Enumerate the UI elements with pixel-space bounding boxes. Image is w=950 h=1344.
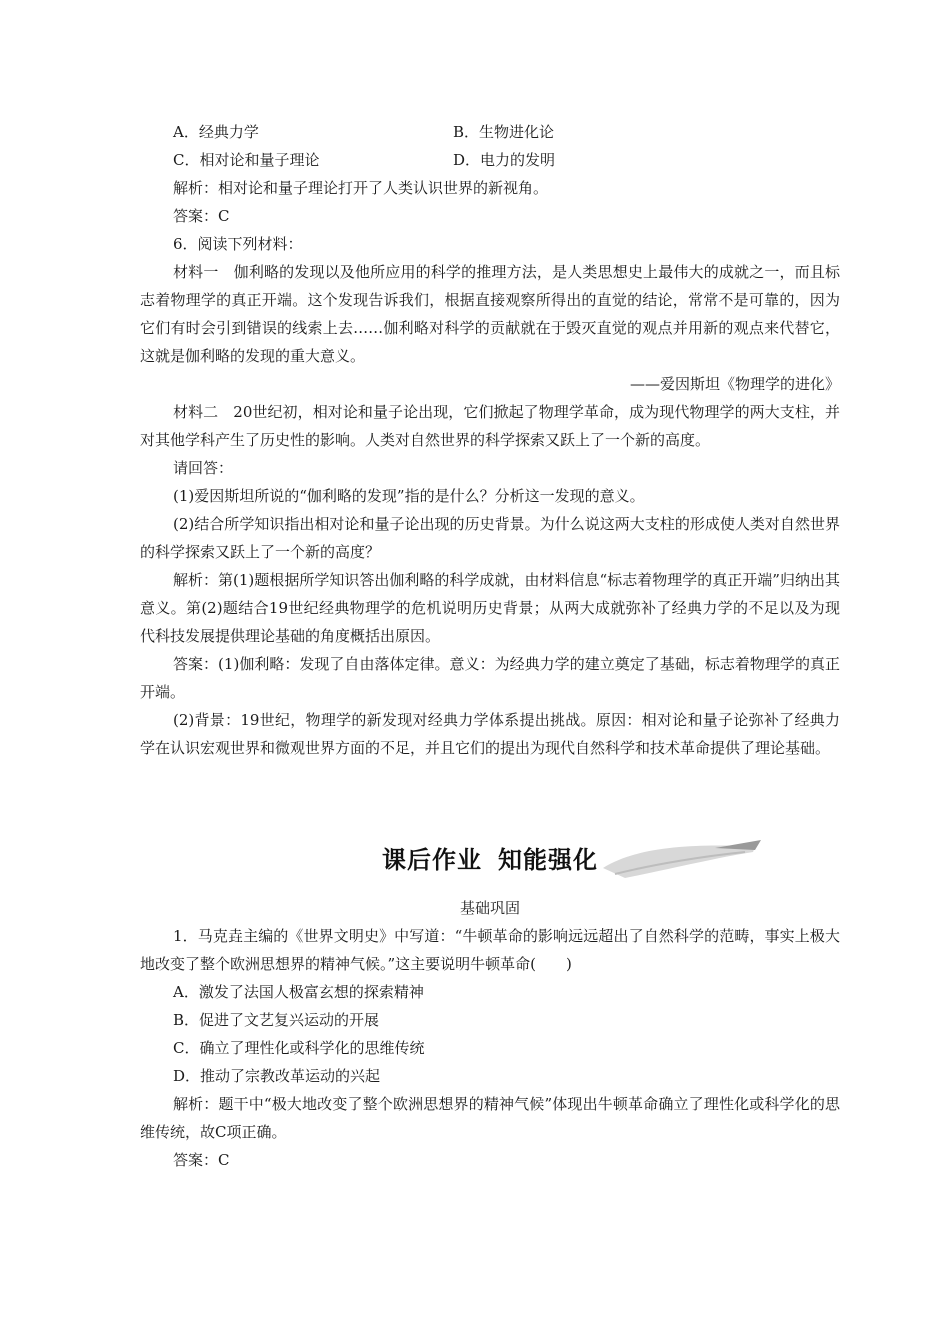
q5-analysis: 解析：相对论和量子理论打开了人类认识世界的新视角。: [173, 179, 549, 197]
q1-option-b: B．促进了文艺复兴运动的开展: [173, 1011, 380, 1029]
banner-left-text: 课后作业: [382, 846, 482, 874]
section-banner: [140, 832, 840, 888]
q6-material-2: 材料二 20世纪初，相对论和量子论出现，它们掀起了物理学革命，成为现代物理学的两大支柱，并对其他学科产生了历史性的影响。人类对自然世界的科学探索又跃上了一个新的高度。: [140, 403, 840, 449]
q1-answer: 答案：C: [173, 1151, 230, 1169]
q5-option-b: B．生物进化论: [453, 123, 555, 141]
q6-material-1: 材料一 伽利略的发现以及他所应用的科学的推理方法，是人类思想史上最伟大的成就之一，而且标志着物理学的真正开端。这个发现告诉我们，根据直接观察所得出的直觉的结论，常常不是可靠的，因为它们有时会引到错误的线索上去……伽利略对科学的贡献就在于毁灭直觉的观点并用新的观点来代替它，这就是伽利略的发现的重大意义。: [140, 263, 840, 365]
q6-material-1-source: ——爱因斯坦《物理学的进化》: [629, 375, 840, 393]
q5-option-a: A．经典力学: [173, 123, 259, 141]
q5-options: [140, 118, 840, 174]
document-page: [140, 118, 840, 1174]
q6-subquestion-1: (1)爱因斯坦所说的“伽利略的发现”指的是什么？分析这一发现的意义。: [173, 487, 645, 505]
q1-analysis: 解析：题干中“极大地改变了整个欧洲思想界的精神气候”体现出牛顿革命确立了理性化或科学化的思维传统，故C项正确。: [140, 1095, 840, 1141]
q6-answer-1: 答案：(1)伽利略：发现了自由落体定律。意义：为经典力学的建立奠定了基础，标志着物理学的真正开端。: [140, 655, 840, 701]
q5-answer: 答案：C: [173, 207, 230, 225]
q1-option-a: A．激发了法国人极富玄想的探索精神: [173, 983, 424, 1001]
brush-stroke-icon: [595, 838, 765, 884]
q6-stem: 6．阅读下列材料：: [173, 235, 303, 253]
banner-right-text: 知能强化: [498, 846, 598, 874]
q6-prompt: 请回答：: [173, 459, 234, 477]
q6-subquestion-2: (2)结合所学知识指出相对论和量子论出现的历史背景。为什么说这两大支柱的形成使人类对自然世界的科学探索又跃上了一个新的高度？: [140, 515, 840, 561]
q5-option-d: D．电力的发明: [453, 151, 556, 169]
q6-answer-2: (2)背景：19世纪，物理学的新发现对经典力学体系提出挑战。原因：相对论和量子论弥补了经典力学在认识宏观世界和微观世界方面的不足，并且它们的提出为现代自然科学和技术革命提供了理论基础。: [140, 711, 840, 757]
q6-analysis: 解析：第(1)题根据所学知识答出伽利略的科学成就，由材料信息“标志着物理学的真正开端”归纳出其意义。第(2)题结合19世纪经典物理学的危机说明历史背景；从两大成就弥补了经典力学的不足以及为现代科技发展提供理论基础的角度概括出原因。: [140, 571, 840, 645]
q1-option-c: C．确立了理性化或科学化的思维传统: [173, 1039, 425, 1057]
section-title: 基础巩固: [459, 899, 520, 917]
q1-stem: 1．马克垚主编的《世界文明史》中写道：“牛顿革命的影响远远超出了自然科学的范畴，事实上极大地改变了整个欧洲思想界的精神气候。”这主要说明牛顿革命( ): [140, 927, 840, 973]
q5-option-c: C．相对论和量子理论: [173, 151, 320, 169]
banner-title: [382, 846, 598, 874]
q1-option-d: D．推动了宗教改革运动的兴起: [173, 1067, 381, 1085]
